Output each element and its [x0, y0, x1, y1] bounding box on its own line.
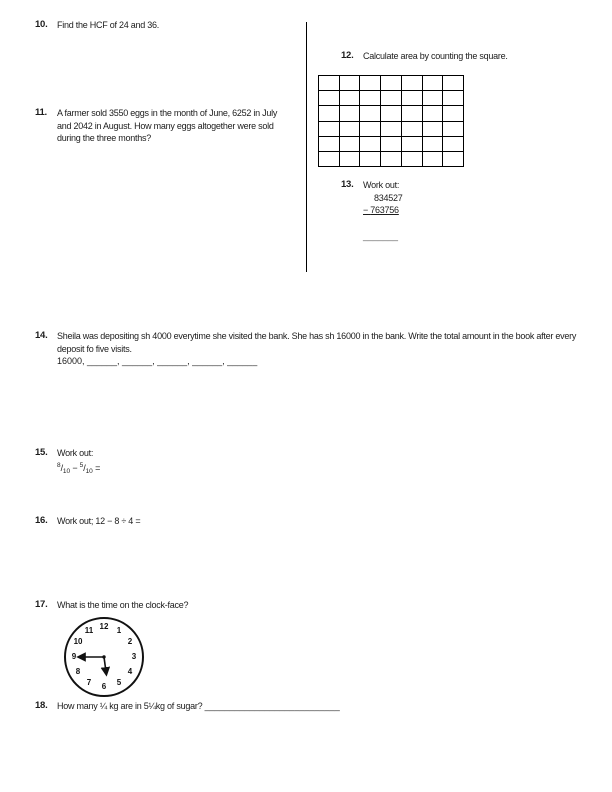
question-text-line: deposit fo five visits.: [57, 343, 132, 354]
question-16: [35, 515, 140, 528]
grid-cell: [381, 91, 401, 105]
question-text: Calculate area by counting the square.: [363, 51, 508, 61]
clock-numeral: 5: [116, 677, 122, 687]
equals-sign: =: [95, 462, 101, 473]
grid-cell: [423, 76, 443, 90]
subtrahend: 763756: [370, 205, 399, 215]
grid-cell: [340, 122, 360, 136]
clock-numeral: 6: [101, 681, 107, 691]
clock-numeral: 12: [99, 621, 109, 631]
grid-cell: [381, 76, 401, 90]
grid-cell: [319, 76, 339, 90]
clock-numeral: 11: [84, 625, 94, 635]
question-number: 17.: [35, 599, 48, 610]
counting-grid: [318, 75, 464, 167]
question-text-line: Sheila was depositing sh 4000 everytime she visited the bank. She has sh 16000 in the bank. Write the total amount in the book after every: [57, 331, 577, 341]
clock-numeral: 7: [86, 677, 92, 687]
grid-cell: [360, 106, 380, 120]
question-number: 18.: [35, 700, 48, 711]
grid-cell: [319, 137, 339, 151]
grid-cell: [423, 106, 443, 120]
question-text-main: How many ¼ kg are in 5¼kg of sugar?: [57, 701, 205, 711]
question-15: [35, 447, 100, 478]
question-text: Find the HCF of 24 and 36.: [57, 20, 160, 30]
grid-cell: [381, 106, 401, 120]
grid-cell: [423, 152, 443, 166]
numerator: 8: [57, 461, 61, 469]
question-text: Work out; 12 − 8 ÷ 4 =: [57, 516, 141, 526]
question-text-line: A farmer sold 3550 eggs in the month of June, 6252 in July: [57, 108, 278, 118]
answer-line: _______: [363, 230, 399, 241]
subtraction-workout: [363, 179, 403, 242]
grid-cell: [402, 152, 422, 166]
question-text: What is the time on the clock-face?: [57, 600, 189, 610]
answer-line: ___________________________: [204, 701, 340, 711]
grid-cell: [340, 91, 360, 105]
question-text-line: during the three months?: [57, 133, 152, 143]
grid-cell: [402, 106, 422, 120]
question-text: [57, 330, 576, 368]
grid-cell: [360, 76, 380, 90]
question-text-line: and 2042 in August. How many eggs altogether were sold: [57, 120, 274, 131]
grid-cell: [319, 106, 339, 120]
grid-cell: [443, 76, 463, 90]
grid-cell: [402, 76, 422, 90]
deposit-sequence-blanks: 16000, ______, ______, ______, ______, ______: [57, 356, 258, 366]
clock-numeral: 3: [131, 651, 137, 661]
grid-cell: [443, 106, 463, 120]
fraction-workout: [57, 447, 100, 478]
denominator: 10: [62, 467, 71, 475]
grid-cell: [443, 122, 463, 136]
denominator: 10: [85, 467, 93, 475]
question-number: 11.: [35, 107, 47, 118]
grid-cell: [319, 91, 339, 105]
question-10: [35, 19, 159, 32]
grid-cell: [360, 137, 380, 151]
grid-cell: [423, 91, 443, 105]
workout-label: Work out:: [363, 180, 400, 190]
fraction-expression: $^8/_{10} - ^5/_{10}$ =: [57, 461, 101, 475]
column-divider-line: [306, 22, 307, 272]
grid-cell: [381, 122, 401, 136]
hour-hand: [104, 657, 106, 672]
grid-cell: [340, 76, 360, 90]
workout-label: Work out:: [57, 448, 94, 458]
question-12: [341, 50, 508, 63]
grid-cell: [381, 152, 401, 166]
grid-cell: [443, 91, 463, 105]
grid-cell: [423, 137, 443, 151]
clock-numeral: 10: [73, 636, 83, 646]
question-text: [57, 107, 277, 145]
question-13: [341, 179, 403, 242]
grid-cell: [340, 152, 360, 166]
clock-center-dot: [102, 655, 105, 658]
grid-cell: [319, 122, 339, 136]
subtrahend-row: [363, 204, 403, 217]
question-14: [35, 330, 576, 368]
clock-numeral: 8: [75, 666, 81, 676]
grid-cell: [360, 152, 380, 166]
grid-cell: [319, 152, 339, 166]
question-17: [35, 599, 188, 612]
grid-cell: [402, 122, 422, 136]
grid-cell: [360, 91, 380, 105]
question-number: 16.: [35, 515, 48, 526]
question-number: 10.: [35, 19, 48, 30]
clock-face: [64, 617, 144, 697]
question-number: 14.: [35, 330, 48, 341]
question-number: 13.: [341, 179, 354, 190]
grid-cell: [381, 137, 401, 151]
grid-cell: [340, 137, 360, 151]
clock-numeral: 2: [127, 636, 133, 646]
grid-cell: [402, 137, 422, 151]
grid-cell: [360, 122, 380, 136]
minuend: 834527: [374, 192, 403, 203]
question-18: [35, 700, 340, 713]
question-number: 15.: [35, 447, 48, 458]
grid-cell: [402, 91, 422, 105]
minus-sign: −: [363, 205, 369, 215]
grid-cell: [423, 122, 443, 136]
clock-numeral: 9: [71, 651, 77, 661]
numerator: 5: [79, 461, 84, 469]
grid-cell: [340, 106, 360, 120]
question-text: [57, 700, 340, 713]
grid-cell: [443, 137, 463, 151]
column-subtraction: [363, 192, 403, 243]
question-11: [35, 107, 277, 145]
clock-numeral: 4: [127, 666, 133, 676]
question-number: 12.: [341, 50, 354, 61]
operator: −: [72, 462, 78, 473]
grid-cell: [443, 152, 463, 166]
clock-numeral: 1: [116, 625, 122, 635]
